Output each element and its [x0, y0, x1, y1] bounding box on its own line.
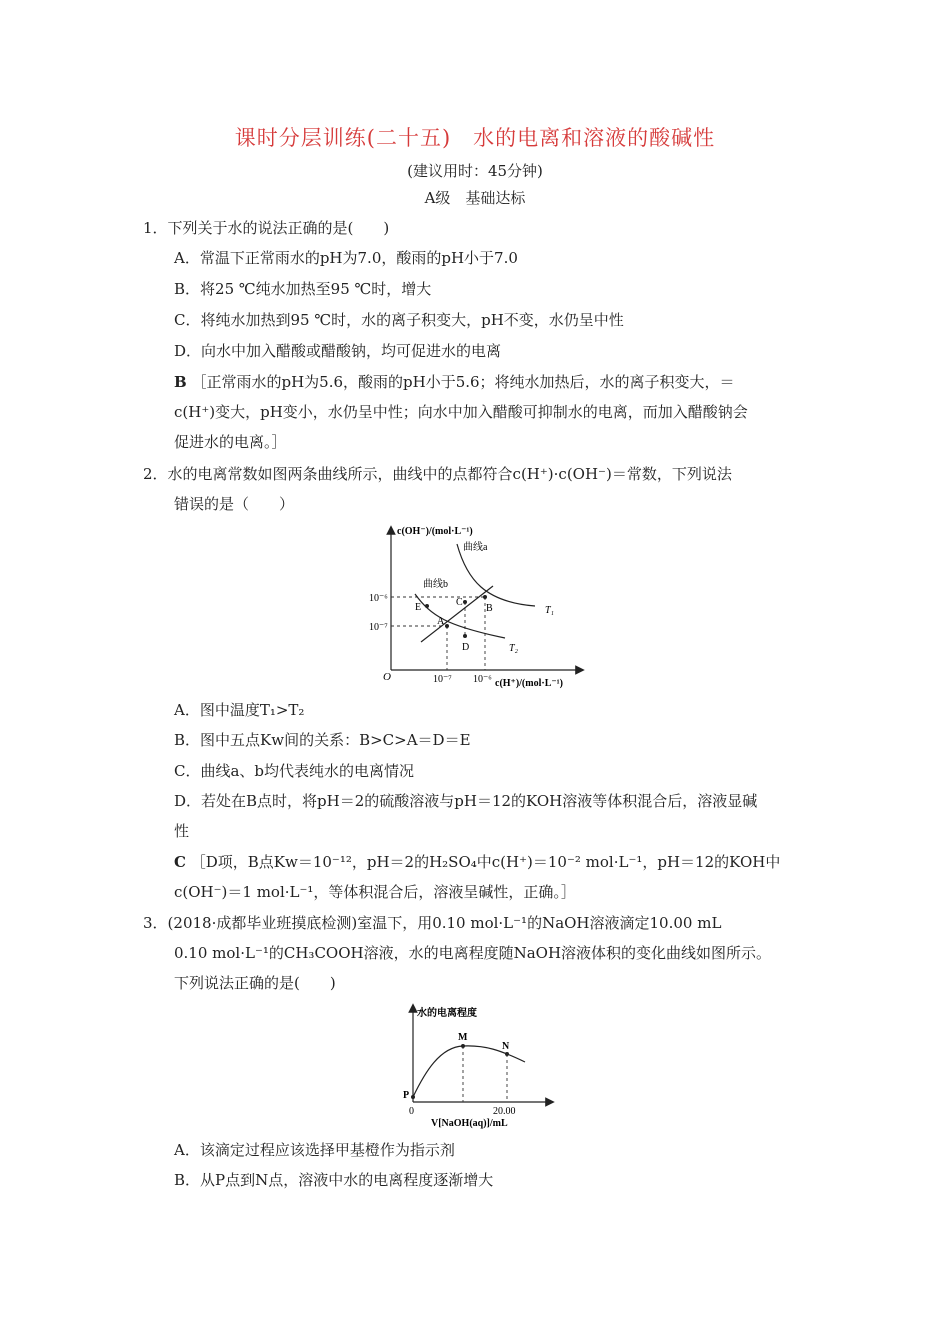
q3-y-label: 水的电离程度 — [417, 1008, 477, 1019]
q3-point-p: P — [403, 1090, 410, 1101]
q2-x-tick-1e-7: 10⁻⁷ — [433, 674, 452, 685]
q2-option-d-wrap: 性 — [174, 822, 190, 840]
q2-point-e-dot — [425, 604, 429, 608]
q3-option-a: A．该滴定过程应该选择甲基橙作为指示剂 — [174, 1141, 455, 1159]
q2-chart — [369, 520, 595, 692]
q1-explanation-line2: c(H⁺)变大，pH变小，水仍呈中性；向水中加入醋酸可抑制水的电离，而加入醋酸钠会 — [174, 403, 748, 421]
q1-option-d: D．向水中加入醋酸或醋酸钠，均可促进水的电离 — [174, 342, 502, 360]
q2-option-d: D．若处在B点时，将pH＝2的硫酸溶液与pH＝12的KOH溶液等体积混合后，溶液显碱 — [174, 792, 758, 810]
q2-y-tick-1e-7: 10⁻⁷ — [369, 622, 388, 633]
q3-stem-line3: 下列说法正确的是( ) — [174, 974, 336, 992]
q2-point-c-dot — [463, 600, 467, 604]
q2-neutral-line — [421, 586, 493, 642]
q2-option-b: B．图中五点Kw间的关系：B>C>A＝D＝E — [174, 731, 471, 749]
q2-point-a: A — [437, 616, 445, 627]
q3-stem-line1: 3．(2018·成都毕业班摸底检测)室温下，用0.10 mol·L⁻¹的NaOH溶液滴定10.00 mL — [143, 914, 722, 932]
q2-option-c: C．曲线a、b均代表纯水的电离情况 — [174, 762, 415, 780]
q3-option-b: B．从P点到N点，溶液中水的电离程度逐渐增大 — [174, 1171, 494, 1189]
q2-curve-a — [457, 544, 535, 606]
q2-point-d-dot — [463, 634, 467, 638]
level-heading: A级 基础达标 — [424, 189, 526, 207]
q3-point-n-dot — [505, 1052, 509, 1056]
q3-point-m-dot — [461, 1044, 465, 1048]
q2-explanation-line2: c(OH⁻)＝1 mol·L⁻¹，等体积混合后，溶液呈碱性，正确。］ — [174, 883, 576, 901]
q1-option-c: C．将纯水加热到95 ℃时，水的离子积变大，pH不变，水仍呈中性 — [174, 311, 624, 329]
q2-point-c: C — [456, 597, 463, 608]
q2-y-tick-1e-6: 10⁻⁶ — [369, 593, 388, 604]
q1-explanation-line1: B ［正常雨水的pH为5.6，酸雨的pH小于5.6；将纯水加热后，水的离子积变大，＝ — [174, 373, 735, 391]
q3-x-label: V[NaOH(aq)]/mL — [431, 1118, 508, 1129]
q3-x-tick-20: 20.00 — [493, 1106, 516, 1117]
q3-point-p-dot — [411, 1095, 415, 1099]
q3-point-n: N — [502, 1041, 510, 1052]
q2-y-label: c(OH⁻)/(mol·L⁻¹) — [397, 526, 473, 537]
q1-stem: 1．下列关于水的说法正确的是( ) — [143, 219, 390, 237]
q2-point-a-dot — [445, 624, 449, 628]
q3-chart — [395, 1002, 555, 1132]
q2-explanation-line1: C ［D项，B点Kw＝10⁻¹²，pH＝2的H₂SO₄中c(H⁺)＝10⁻² mol·L⁻¹，pH＝12的KOH中 — [174, 853, 781, 871]
q1-explanation-line3: 促进水的电离。］ — [174, 433, 287, 451]
q2-stem-line1: 2．水的电离常数如图两条曲线所示，曲线中的点都符合c(H⁺)·c(OH⁻)＝常数，下列说法 — [143, 465, 732, 483]
page-title: 课时分层训练(二十五) 水的电离和溶液的酸碱性 — [234, 126, 716, 150]
q2-point-e: E — [415, 602, 422, 613]
q2-option-a: A．图中温度T₁>T₂ — [174, 701, 305, 719]
q1-option-a: A．常温下正常雨水的pH为7.0，酸雨的pH小于7.0 — [174, 249, 518, 267]
q2-t2-label: T₂ — [509, 643, 519, 654]
time-suggestion: (建议用时：45分钟) — [407, 162, 543, 180]
q2-curve-b-label: 曲线b — [423, 579, 448, 590]
q2-stem-line2: 错误的是（ ） — [174, 495, 295, 513]
q2-curve-a-label: 曲线a — [463, 542, 488, 553]
q2-x-tick-1e-6: 10⁻⁶ — [473, 674, 492, 685]
q2-origin: O — [383, 671, 391, 683]
q2-x-label: c(H⁺)/(mol·L⁻¹) — [495, 678, 563, 689]
q2-t1-label: T₁ — [545, 605, 555, 616]
q1-answer: B — [174, 373, 187, 391]
q3-point-m: M — [458, 1032, 468, 1043]
q1-option-b: B．将25 ℃纯水加热至95 ℃时，增大 — [174, 280, 432, 298]
q3-stem-line2: 0.10 mol·L⁻¹的CH₃COOH溶液，水的电离程度随NaOH溶液体积的变化曲线如图所示。 — [174, 944, 772, 962]
q2-point-b-dot — [483, 595, 487, 599]
q2-answer: C — [174, 853, 186, 871]
q2-point-d: D — [462, 642, 470, 653]
q2-point-b: B — [486, 603, 493, 614]
q3-origin: 0 — [409, 1106, 414, 1117]
